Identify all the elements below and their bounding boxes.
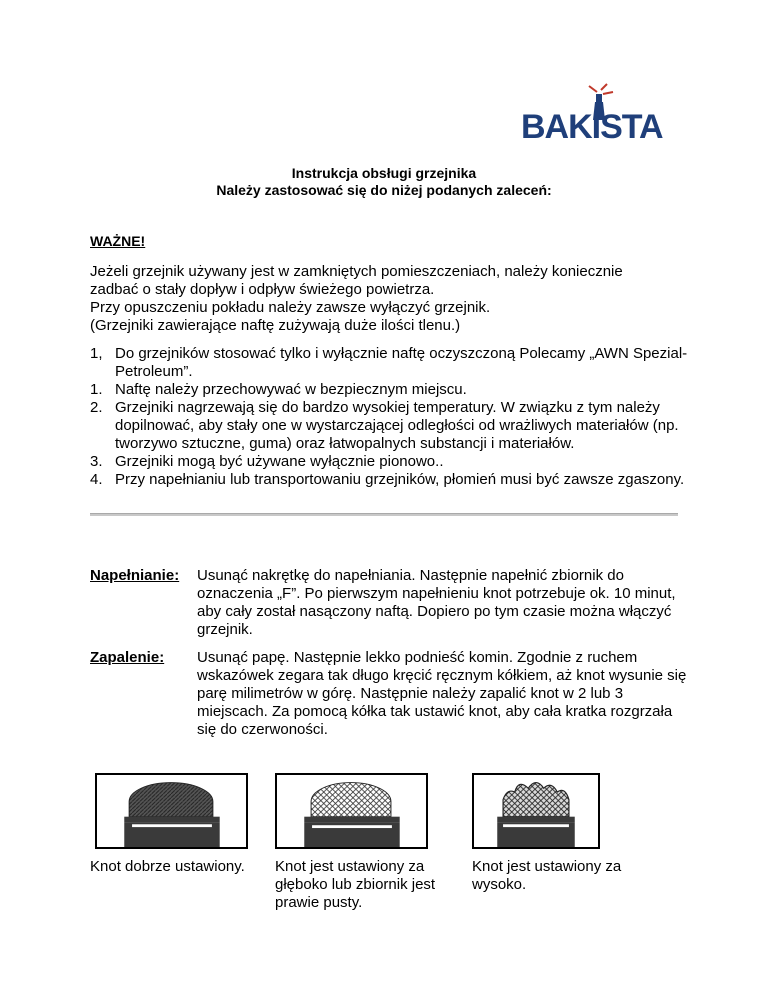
list-item-text: Do grzejników stosować tylko i wyłącznie naftę oczyszczoną Polecamy „AWN Spezial-Petroleum”.	[115, 345, 688, 380]
bakista-logo-graphic	[519, 78, 679, 148]
intro-line: Przy opuszczeniu pokładu należy zawsze wyłączyć grzejnik.	[90, 299, 491, 316]
intro-line: Jeżeli grzejnik używany jest w zamkniętych pomieszczeniach, należy koniecznie	[90, 263, 623, 280]
list-item-text: Przy napełnianiu lub transportowaniu grzejników, płomień musi być zawsze zgaszony.	[115, 471, 685, 488]
wick-correct-figure	[95, 773, 248, 849]
figure-caption: Knot jest ustawiony za wysoko.	[472, 858, 622, 893]
important-heading: WAŻNE!	[90, 233, 146, 249]
ignition-text: Usunąć papę. Następnie lekko podnieść komin. Zgodnie z ruchem wskazówek zegara tak długo kręcić ręcznym kółkiem, aż knot wysunie się parę milimetrów w górę. Następnie należy zapalić knot w 2 lub 3 miejscach. Za pomocą kółka tak ustawić knot, aby cała kratka rozgrzała się do czerwoności.	[197, 649, 687, 738]
list-item-text: Grzejniki mogą być używane wyłącznie pionowo..	[115, 453, 444, 470]
list-item-number: 4.	[90, 471, 103, 488]
wick-too-high-figure	[472, 773, 600, 849]
wick-too-high-illustration	[474, 775, 598, 847]
filling-text: Usunąć nakrętkę do napełniania. Następnie napełnić zbiornik do oznaczenia „F”. Po pierwszym napełnieniu knot potrzebuje ok. 10 minut, aby cały został nasączony naftą. Dopiero po tym czasie można włączyć grzejnik.	[197, 567, 676, 638]
list-item-number: 1.	[90, 381, 103, 398]
instructions-list	[90, 345, 700, 489]
list-item	[90, 345, 700, 381]
horizontal-divider	[90, 513, 678, 516]
wick-too-low-illustration	[277, 775, 426, 847]
ignition-section	[90, 649, 690, 739]
logo-text: BAKISTA	[521, 108, 663, 146]
filling-label: Napełnianie:	[90, 567, 180, 584]
list-item-text: Grzejniki nagrzewają się do bardzo wysokiej temperatury. W związku z tym należy dopilnować, aby stały one w wystarczającej odległości od wrażliwych materiałów (np. tworzywo sztuczne, guma) oraz łatwopalnych substancji i materiałów.	[115, 399, 679, 452]
wick-too-low-figure	[275, 773, 428, 849]
bakista-logo	[519, 78, 679, 148]
intro-line: zadbać o stały dopływ i odpływ świeżego powietrza.	[90, 281, 435, 298]
figure-caption: Knot dobrze ustawiony.	[90, 858, 245, 875]
filling-section	[90, 567, 690, 639]
wick-correct-illustration	[97, 775, 246, 847]
list-item-text: Naftę należy przechowywać w bezpiecznym miejscu.	[115, 381, 467, 398]
title-line-2: Należy zastosować się do niżej podanych zaleceń:	[216, 182, 552, 198]
list-item	[90, 399, 700, 453]
ignition-label: Zapalenie:	[90, 649, 165, 666]
list-item-number: 3.	[90, 453, 103, 470]
intro-paragraph	[90, 263, 690, 335]
list-item-number: 2.	[90, 399, 103, 416]
list-item	[90, 471, 700, 489]
list-item-number: 1,	[90, 345, 103, 362]
document-title	[0, 165, 768, 199]
list-item	[90, 381, 700, 399]
list-item	[90, 453, 700, 471]
intro-line: (Grzejniki zawierające naftę zużywają duże ilości tlenu.)	[90, 317, 461, 334]
figure-caption: Knot jest ustawiony za głęboko lub zbiornik jest prawie pusty.	[275, 858, 436, 911]
title-line-1: Instrukcja obsługi grzejnika	[291, 165, 477, 181]
